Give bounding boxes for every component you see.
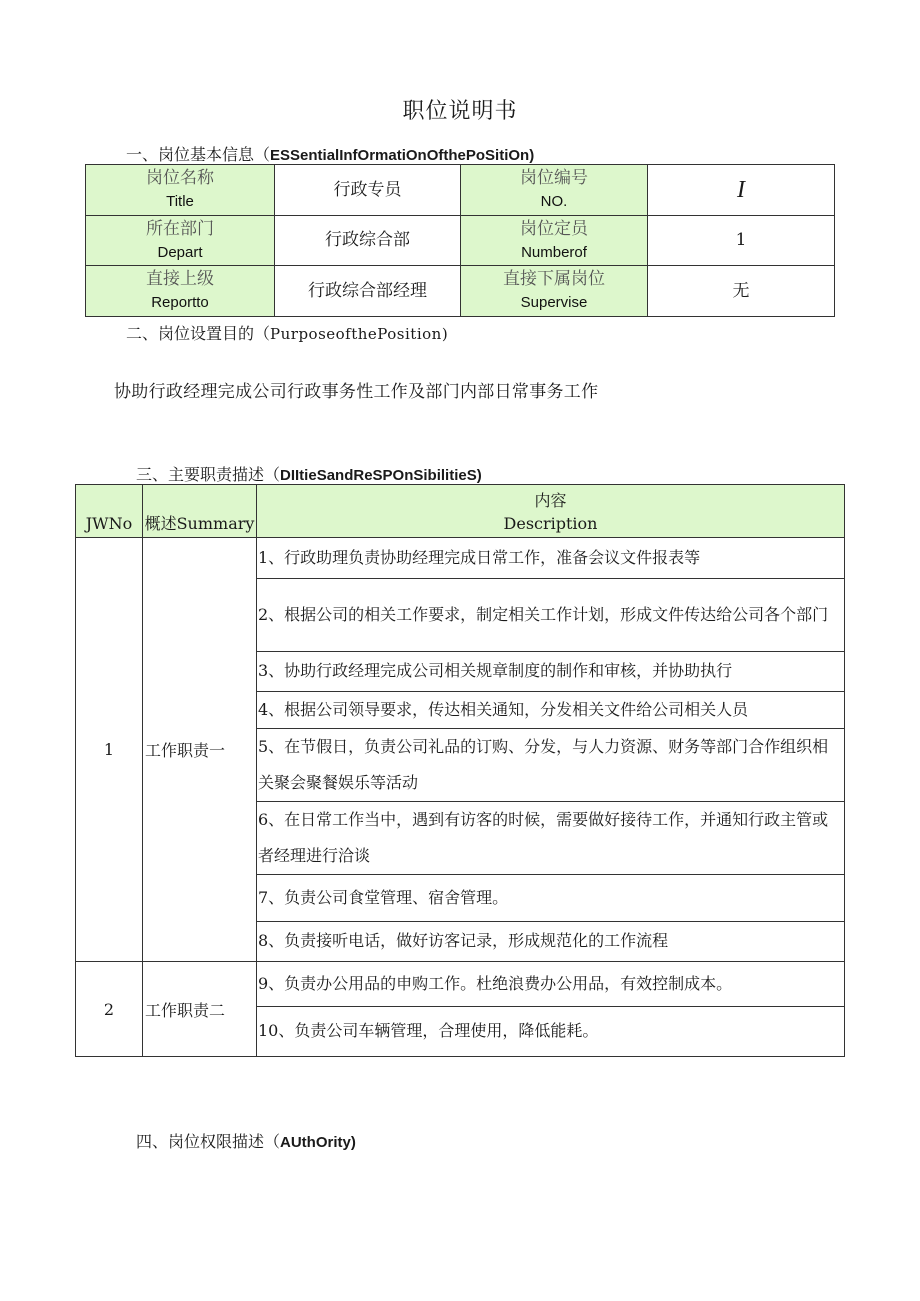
section-authority-en: AUthOrity) xyxy=(280,1134,356,1151)
section-authority-cn: 四、岗位权限描述（ xyxy=(136,1132,281,1151)
section-authority-heading xyxy=(136,1129,356,1152)
section-duties-heading xyxy=(136,462,482,485)
no-label-cell xyxy=(461,165,648,216)
number-label-en: Numberof xyxy=(521,243,587,261)
basic-info-table xyxy=(85,164,835,317)
dept-value: 行政综合部 xyxy=(275,216,461,266)
no-value: I xyxy=(648,165,835,216)
duty-item: 8、负责接听电话，做好访客记录，形成规范化的工作流程 xyxy=(258,931,669,951)
section-basic-info-cn: 一、岗位基本信息（ xyxy=(126,145,271,164)
group2-item-list xyxy=(257,962,844,1056)
supervise-label-cell xyxy=(461,266,648,317)
section-purpose-heading xyxy=(126,321,448,344)
group1-item-list xyxy=(257,538,844,961)
duties-table xyxy=(75,484,845,1057)
section-basic-info-heading xyxy=(126,142,534,165)
header-content xyxy=(257,485,845,538)
supervise-value: 无 xyxy=(648,266,835,317)
group1-no: 1 xyxy=(76,538,143,962)
title-value: 行政专员 xyxy=(275,165,461,216)
section-duties-en: DIItieSandReSPOnSibilitieS) xyxy=(280,467,482,484)
dept-label-cell xyxy=(86,216,275,266)
number-value: 1 xyxy=(648,216,835,266)
header-summary: 概述Summary xyxy=(143,485,257,538)
header-jwno: JWNo xyxy=(76,485,143,538)
group1-summary: 工作职责一 xyxy=(143,538,257,962)
group2-no: 2 xyxy=(76,962,143,1057)
duty-item: 4、根据公司领导要求，传达相关通知，分发相关文件给公司相关人员 xyxy=(257,691,844,728)
page-title: 职位说明书 xyxy=(402,99,518,124)
supervise-label-cn: 直接下属岗位 xyxy=(503,269,605,289)
duty-item: 1、行政助理负责协助经理完成日常工作，准备会议文件报表等 xyxy=(257,538,844,578)
header-content-en: Description xyxy=(503,514,598,533)
duty-item: 6、在日常工作当中，遇到有访客的时候，需要做好接待工作，并通知行政主管或者经理进行洽谈 xyxy=(257,801,844,874)
duty-item: 2、根据公司的相关工作要求，制定相关工作计划，形成文件传达给公司各个部门 xyxy=(257,578,844,651)
duty-item: 9、负责办公用品的申购工作。杜绝浪费办公用品，有效控制成本。 xyxy=(257,962,844,1006)
dept-label-en: Depart xyxy=(157,243,203,261)
dept-label-cn: 所在部门 xyxy=(146,218,214,239)
duty-item: 7、负责公司食堂管理、宿舍管理。 xyxy=(257,874,844,921)
group2-summary: 工作职责二 xyxy=(143,962,257,1057)
section-basic-info-en: ESSentialInfOrmatiOnOfthePoSitiOn) xyxy=(270,147,535,164)
number-label-cn: 岗位定员 xyxy=(520,218,588,239)
section-purpose-en: PurposeofthePosition) xyxy=(270,325,449,343)
duty-item: 3、协助行政经理完成公司相关规章制度的制作和审核，并协助执行 xyxy=(257,651,844,691)
no-label-cn: 岗位编号 xyxy=(520,168,588,188)
report-label-en: Reportto xyxy=(151,294,209,311)
no-label-en: NO. xyxy=(540,193,568,210)
section-duties-cn: 三、主要职责描述（ xyxy=(136,465,281,484)
title-label-cell xyxy=(86,165,275,216)
duty-item: 5、在节假日，负责公司礼品的订购、分发，与人力资源、财务等部门合作组织相关聚会聚餐娱乐等活动 xyxy=(257,728,844,801)
title-label-cn: 岗位名称 xyxy=(146,168,214,188)
group2-items xyxy=(257,962,845,1057)
section-purpose-cn: 二、岗位设置目的（ xyxy=(126,324,271,343)
purpose-text: 协助行政经理完成公司行政事务性工作及部门内部日常事务工作 xyxy=(114,382,599,402)
header-content-cn: 内容 xyxy=(534,491,567,510)
report-label-cell xyxy=(86,266,275,317)
report-value: 行政综合部经理 xyxy=(275,266,461,317)
number-label-cell xyxy=(461,216,648,266)
title-label-en: Title xyxy=(166,193,194,210)
supervise-label-en: Supervise xyxy=(520,294,588,311)
duty-item: 10、负责公司车辆管理，合理使用，降低能耗。 xyxy=(258,1021,599,1041)
group1-items xyxy=(257,538,845,962)
report-label-cn: 直接上级 xyxy=(146,269,214,289)
